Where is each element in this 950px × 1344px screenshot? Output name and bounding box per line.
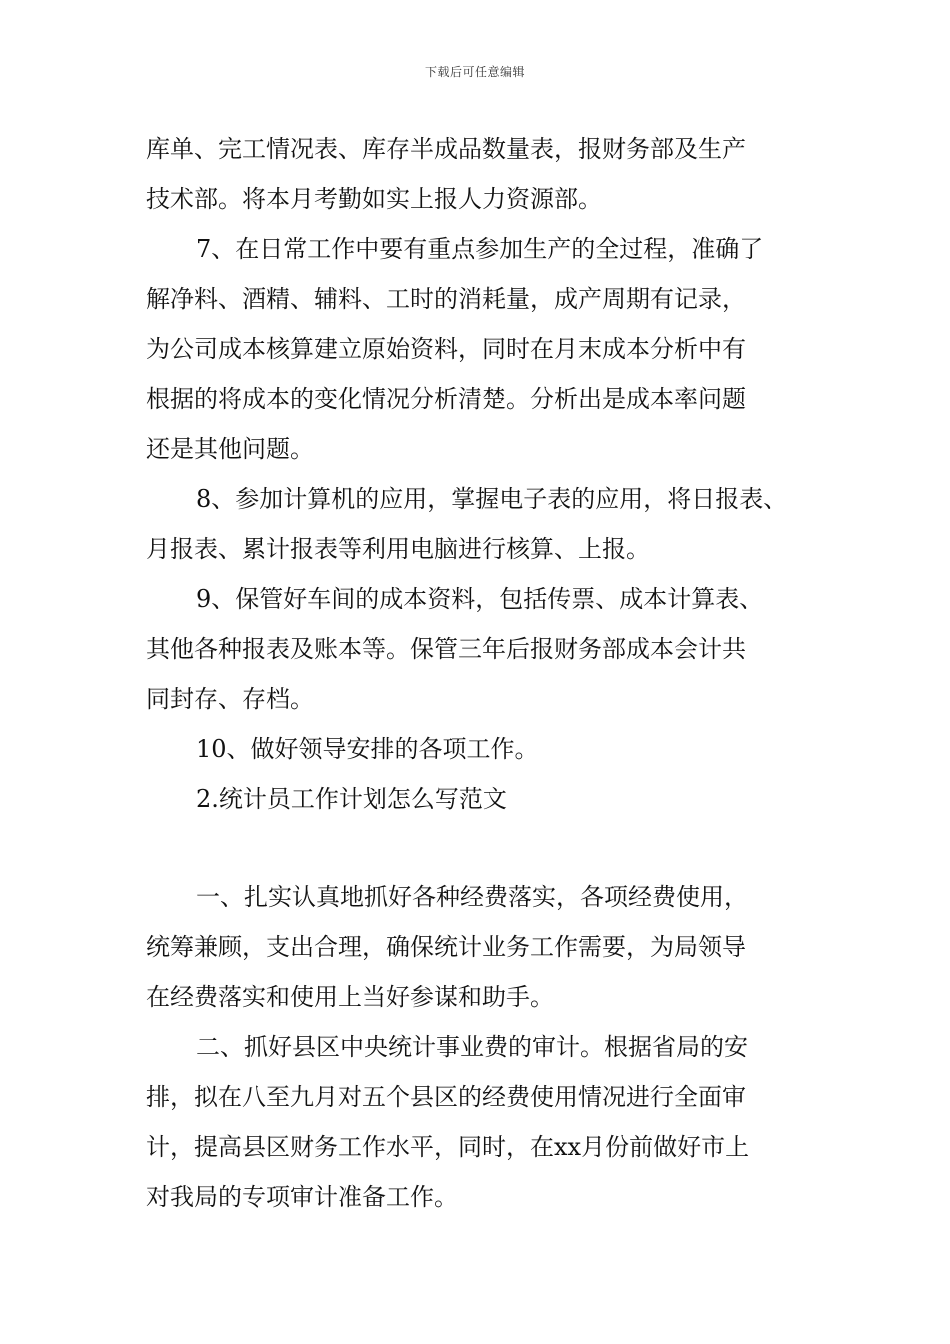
paragraph-gap xyxy=(146,824,826,872)
list-item-9: 9、保管好车间的成本资料，包括传票、成本计算表、 xyxy=(196,585,764,613)
text-line: 库单、完工情况表、库存半成品数量表，报财务部及生产 xyxy=(146,135,746,163)
text-line: 同封存、存档。 xyxy=(146,685,314,713)
text-line: 其他各种报表及账本等。保管三年后报财务部成本会计共 xyxy=(146,635,746,663)
text-line: 在经费落实和使用上当好参谋和助手。 xyxy=(146,983,554,1011)
text-line: 为公司成本核算建立原始资料，同时在月末成本分析中有 xyxy=(146,335,746,363)
text-line: 技术部。将本月考勤如实上报人力资源部。 xyxy=(146,185,602,213)
text-line: 还是其他问题。 xyxy=(146,435,314,463)
list-item-7: 7、在日常工作中要有重点参加生产的全过程，准确了 xyxy=(196,235,764,263)
text-line: 根据的将成本的变化情况分析清楚。分析出是成本率问题 xyxy=(146,385,746,413)
list-item-10: 10、做好领导安排的各项工作。 xyxy=(196,735,539,763)
text-line: 解净料、酒精、辅料、工时的消耗量，成产周期有记录， xyxy=(146,285,746,313)
list-item-8: 8、参加计算机的应用，掌握电子表的应用，将日报表、 xyxy=(196,485,788,513)
section-item-2: 二、抓好县区中央统计事业费的审计。根据省局的安 xyxy=(196,1033,748,1061)
section-heading: 2.统计员工作计划怎么写范文 xyxy=(196,785,507,813)
text-line: 对我局的专项审计准备工作。 xyxy=(146,1183,458,1211)
section-item-1: 一、扎实认真地抓好各种经费落实，各项经费使用， xyxy=(196,883,748,911)
text-line: 统筹兼顾，支出合理，确保统计业务工作需要，为局领导 xyxy=(146,933,746,961)
text-line: 月报表、累计报表等利用电脑进行核算、上报。 xyxy=(146,535,650,563)
document-body xyxy=(146,124,826,1222)
text-line: 计，提高县区财务工作水平，同时，在xx月份前做好市上 xyxy=(146,1133,750,1161)
page-header: 下载后可任意编辑 xyxy=(424,65,525,79)
text-line: 排，拟在八至九月对五个县区的经费使用情况进行全面审 xyxy=(146,1083,746,1111)
